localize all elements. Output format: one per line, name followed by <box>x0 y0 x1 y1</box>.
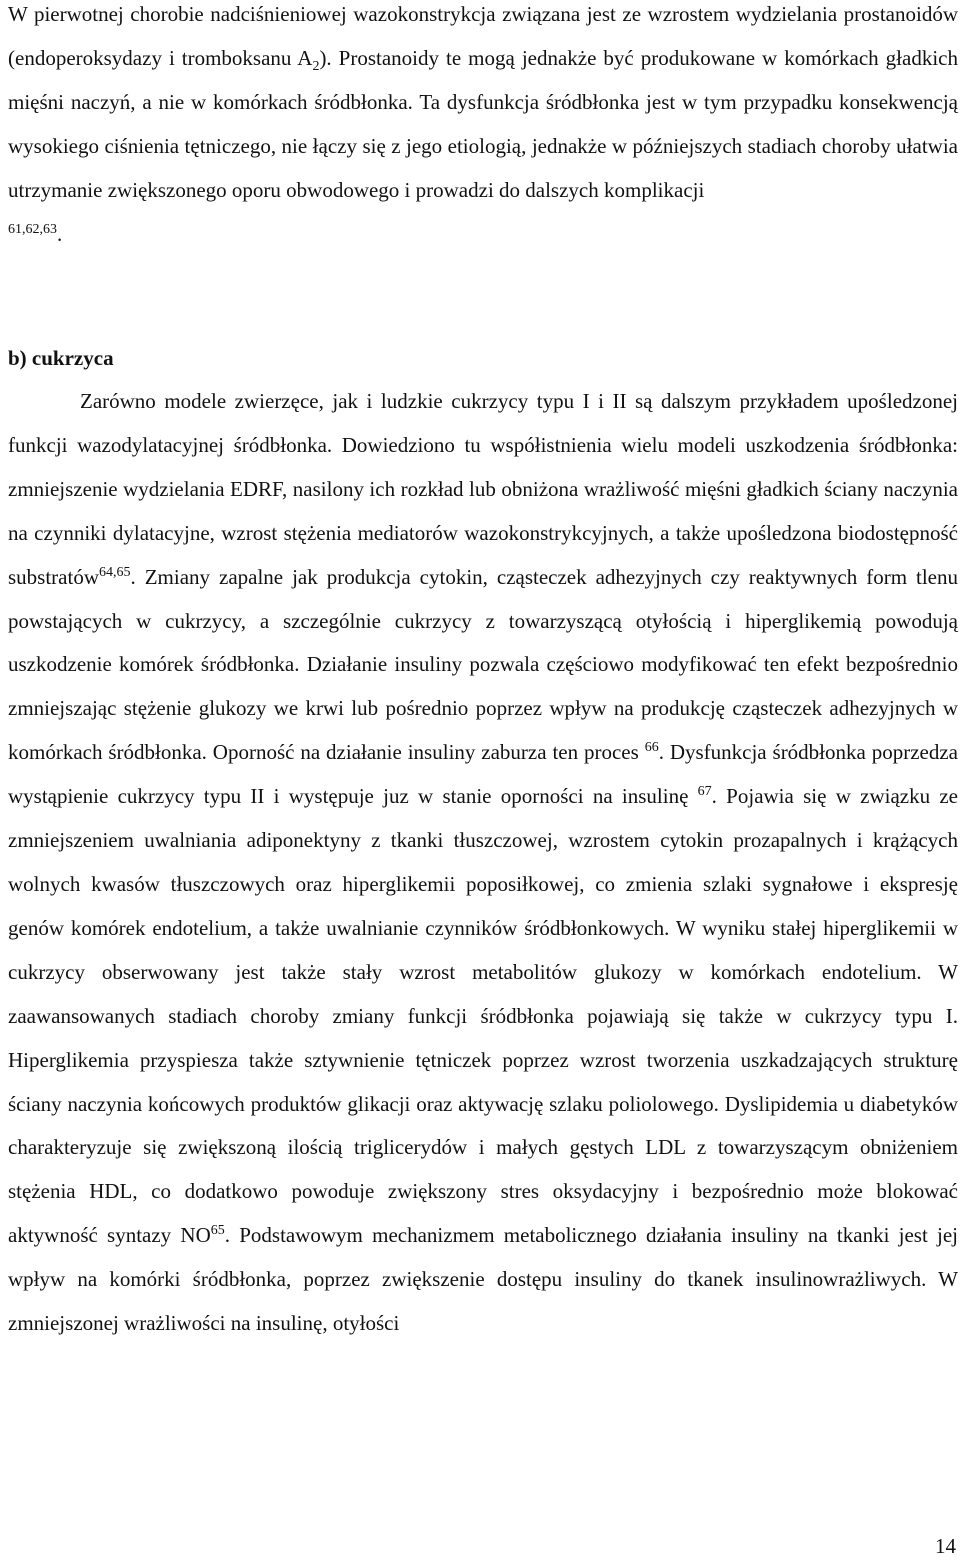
citation-reference: 61,62,63 <box>8 221 57 237</box>
paragraph-text: . Pojawia się w związku ze zmniejszeniem uwalniania adiponektyny z tkanki tłuszczowej, wzrostem cytokin prozapalnych i krążących wolnych kwasów tłuszczowych oraz hiperglikemii poposiłkowej, co zmienia szlaki sygnałowe i ekspresję genów komórek endotelium, a także uwalnianie czynników śródbłonkowych. W wyniku stałej hiperglikemii w cukrzycy obserwowany jest także stały wzrost metabolitów glukozy w komórkach endotelium. W zaawansowanych stadiach choroby zmiany funkcji śródbłonka pojawiają się także w cukrzycy typu I. Hiperglikemia przyspiesza także sztywnienie tętniczek poprzez wzrost tworzenia uszkadzających strukturę ściany naczynia końcowych produktów glikacji oraz aktywację szlaku poliolowego. Dyslipidemia u diabetyków charakteryzuje się zwiększoną ilością triglicerydów i małych gęstych LDL z towarzyszącym obniżeniem stężenia HDL, co dodatkowo powoduje zwiększony stres oksydacyjny i bezpośrednio może blokować aktywność syntazy NO <box>8 784 958 1248</box>
section-heading: b) cukrzyca <box>8 346 114 370</box>
paragraph-text: Zarówno modele zwierzęce, jak i ludzkie cukrzycy typu I i II są dalszym przykładem upośledzonej funkcji wazodylatacyjnej śródbłonka. Dowiedziono tu współistnienia wielu modeli uszkodzenia śródbłonka: zmniejszenie wydzielania EDRF, nasilony ich rozkład lub obniżona wrażliwość mięśni gładkich ściany naczynia na czynniki dylatacyjne, wzrost stężenia mediatorów wazokonstrykcyjnych, a także upośledzona biodostępność substratów <box>8 389 958 589</box>
paragraph-text: . Podstawowym mechanizmem metabolicznego działania insuliny na tkanki jest jej wpływ na komórki śródbłonka, poprzez zwiększenie dostępu insuliny do tkanek insulinowrażliwych. W zmniejszonej wrażliwości na insulinę, otyłości <box>8 1223 959 1336</box>
paragraph-text: W pierwotnej chorobie nadciśnieniowej wazokonstrykcja związana jest ze wzrostem wydzielania prostanoidów (endoperoksydazy i tromboksanu A <box>8 2 958 70</box>
citation-reference: 67 <box>697 784 712 800</box>
paragraph-diabetes <box>8 380 958 1346</box>
citation-reference: 65 <box>210 1223 225 1239</box>
paragraph-hypertension <box>8 0 958 256</box>
citation-reference: 64,65 <box>99 564 131 580</box>
paragraph-text: . Zmiany zapalne jak produkcja cytokin, cząsteczek adhezyjnych czy reaktywnych form tlenu powstających w cukrzycy, a szczególnie cukrzycy z towarzyszącą otyłością i hiperglikemią powodują uszkodzenie komórek śródbłonka. Działanie insuliny pozwala częściowo modyfikować ten efekt bezpośrednio zmniejszając stężenie glukozy we krwi lub pośrednio poprzez wpływ na produkcję cząsteczek adhezyjnych w komórkach śródbłonka. Oporność na działanie insuliny zaburza ten proces <box>8 564 958 765</box>
paragraph-text: ). Prostanoidy te mogą jednakże być produkowane w komórkach gładkich mięśni naczyń, a nie w komórkach śródbłonka. Ta dysfunkcja śródbłonka jest w tym przypadku konsekwencją wysokiego ciśnienia tętniczego, nie łączy się z jego etiologią, jednakże w późniejszych stadiach choroby ułatwia utrzymanie zwiększonego oporu obwodowego i prowadzi do dalszych komplikacji <box>8 45 958 202</box>
paragraph-end: . <box>57 221 63 246</box>
page-number: 14 <box>935 1534 956 1558</box>
paragraph-text: . Dysfunkcja śródbłonka poprzedza wystąpienie cukrzycy typu II i występuje juz w stanie oporności na insulinę <box>8 740 958 809</box>
citation-reference: 66 <box>644 740 659 756</box>
subscript: 2 <box>312 59 320 75</box>
